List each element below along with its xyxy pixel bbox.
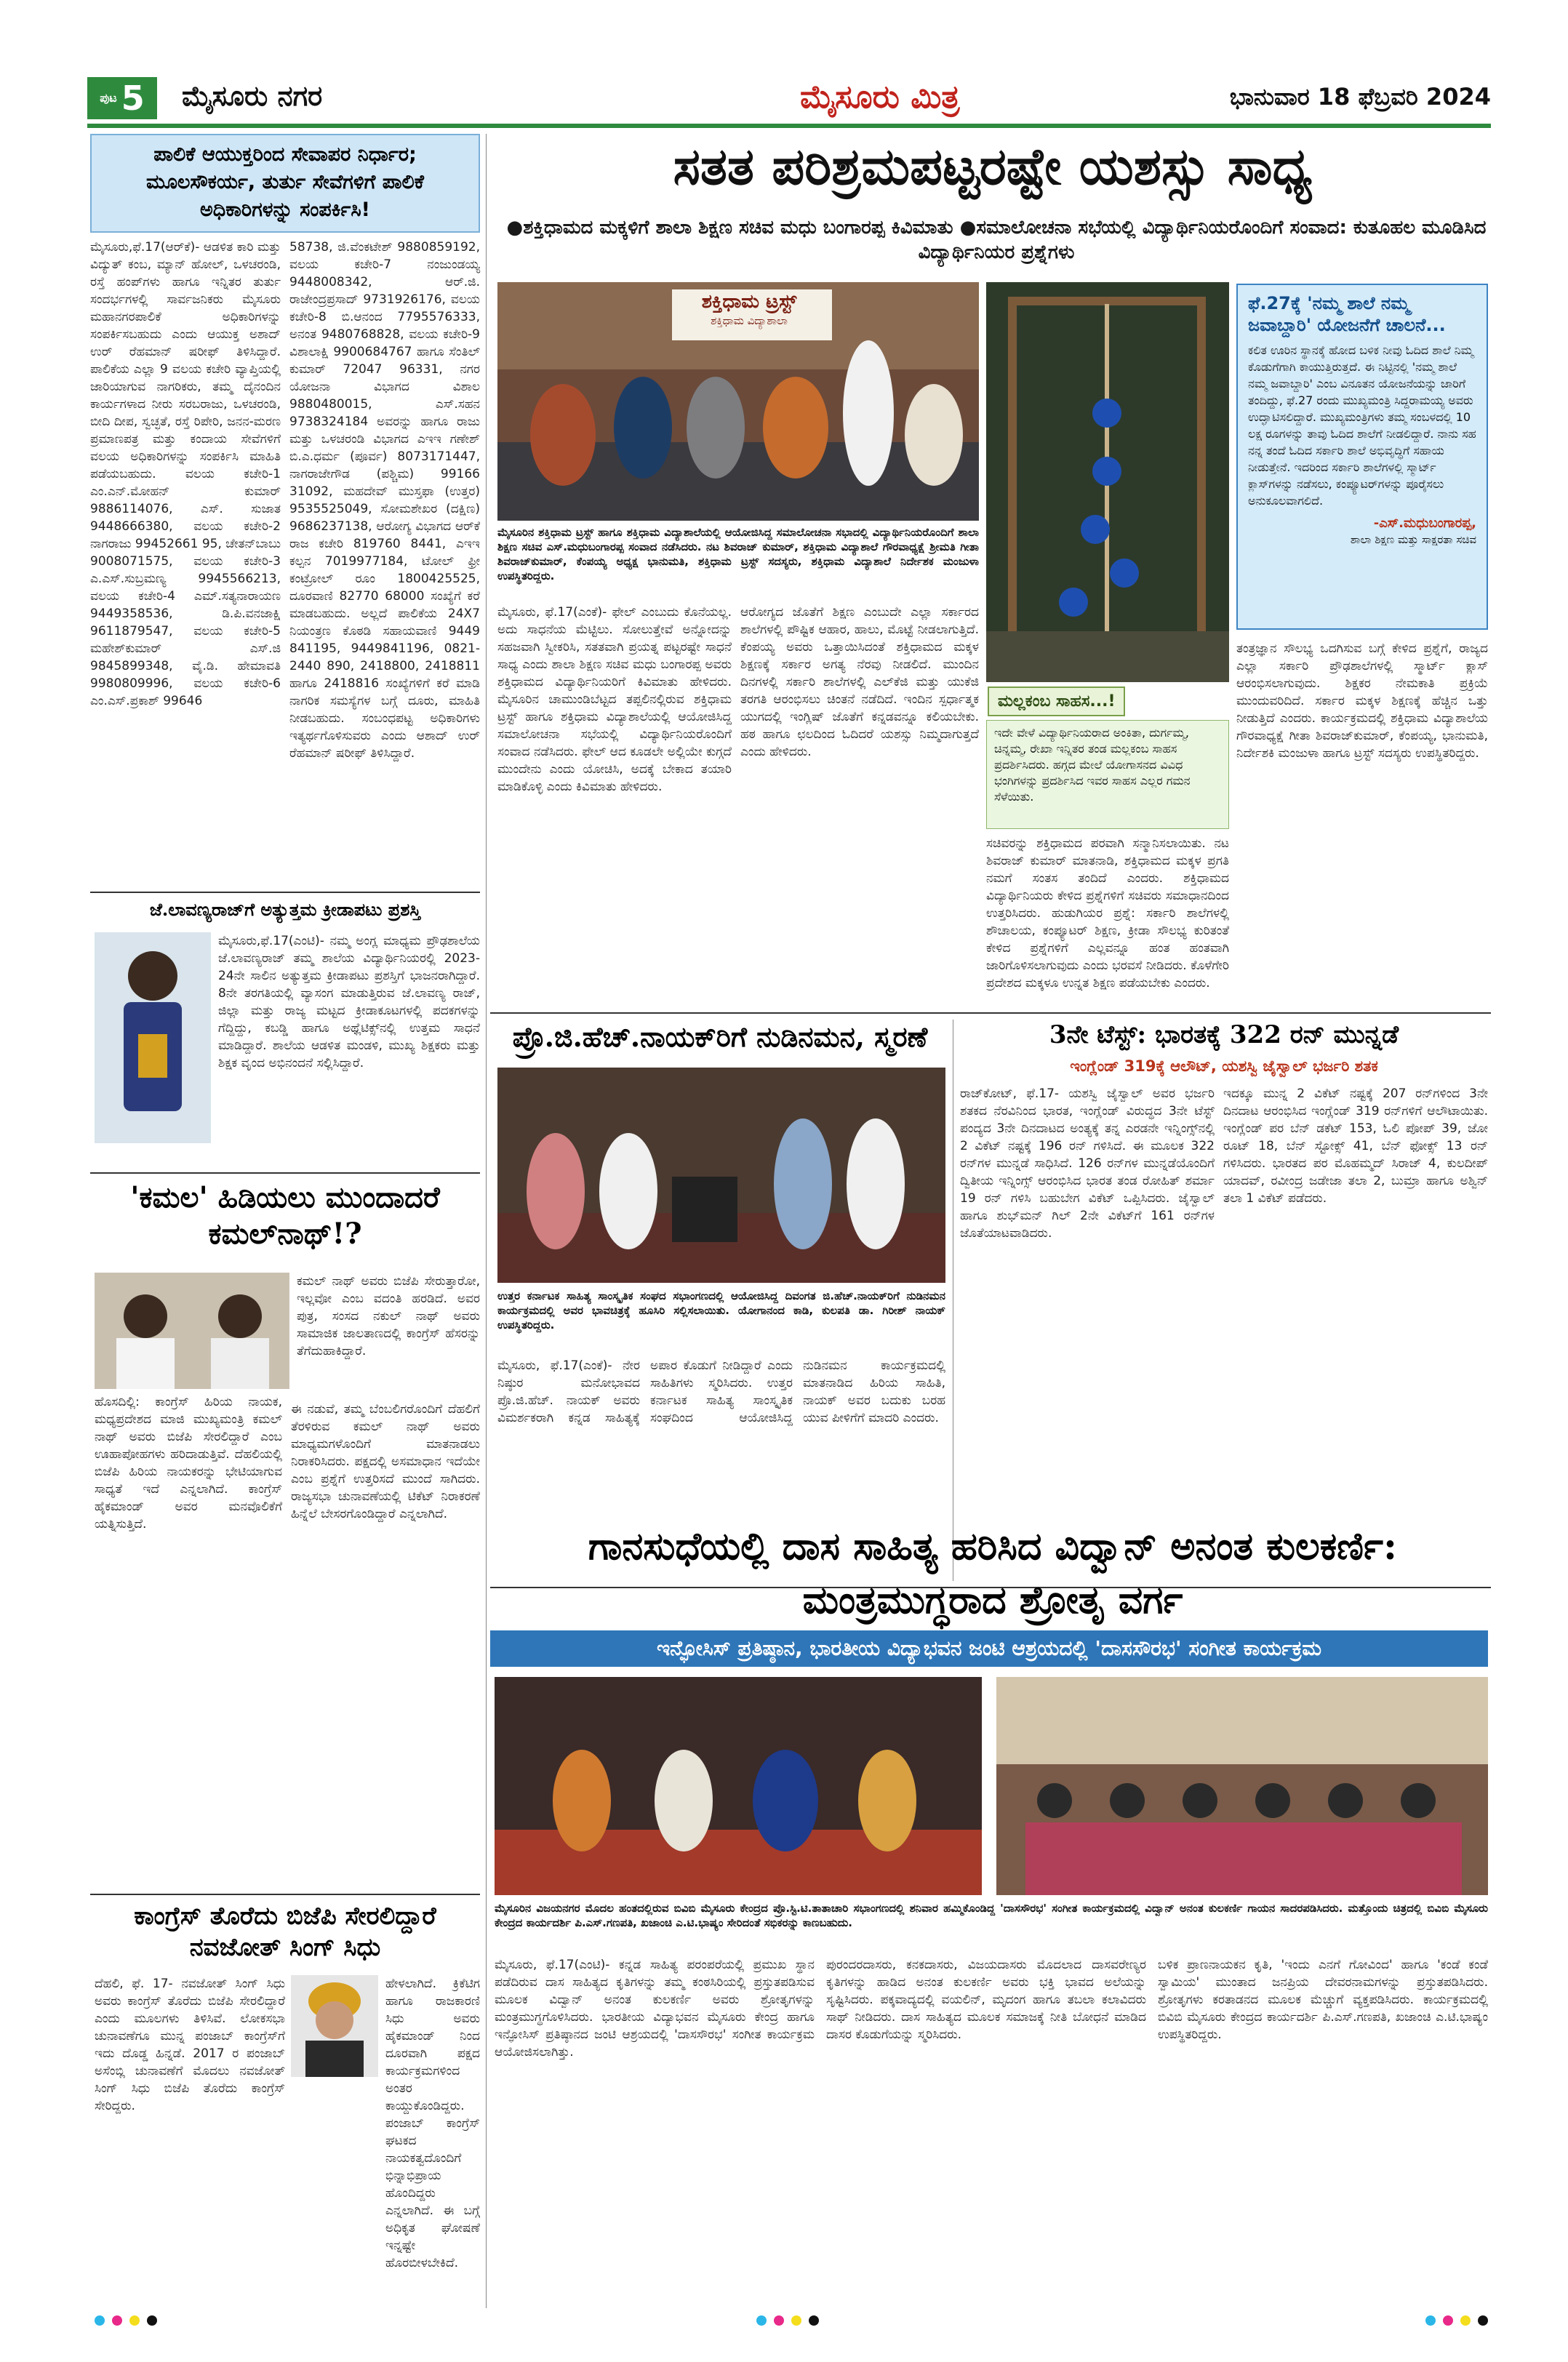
dasa-audience-photo [996, 1677, 1488, 1895]
kamal-headline: 'ಕಮಲ' ಹಿಡಿಯಲು ಮುಂದಾದರೆ ಕಮಲ್‌ನಾಥ್!? [130, 1180, 440, 1251]
dasa-body-col1: ಮೈಸೂರು, ಫೆ.17(ಎಂಟಿ)- ಕನ್ನಡ ಸಾಹಿತ್ಯ ಪರಂಪರೆಯಲ್ಲಿ ಪ್ರಮುಖ ಸ್ಥಾನ ಪಡೆದಿರುವ ದಾಸ ಸಾಹಿತ್ಯದ ಕೃತಿಗಳನ್ನು ತಮ್ಮ ಕಂಠಸಿರಿಯಲ್ಲಿ ಪ್ರಸ್ತುತಪಡಿಸುವ ಮೂಲಕ ವಿದ್ವಾನ್ ಅನಂತ ಕುಲಕರ್ಣಿ ಅವರು ಶ್ರೋತೃಗಳನ್ನು ಮಂತ್ರಮುಗ್ಧಗೊಳಿಸಿದರು. ಭಾರತೀಯ ವಿದ್ಯಾಭವನ ಮೈಸೂರು ಕೇಂದ್ರ ಹಾಗೂ ಇನ್ಫೋಸಿಸ್ ಪ್ರತಿಷ್ಠಾನದ ಜಂಟಿ ಆಶ್ರಯದಲ್ಲಿ 'ದಾಸಸೌರಭ' ಸಂಗೀತ ಕಾರ್ಯಕ್ರಮ ಆಯೋಜಿಸಲಾಗಿತ್ತು. [495, 1958, 815, 2059]
divider [90, 892, 480, 893]
masthead-rule [87, 124, 1491, 128]
mallakamba-photo [986, 282, 1229, 682]
registration-dot-cyan [95, 2315, 105, 2326]
main-subhead: ●ಶಕ್ತಿಧಾಮದ ಮಕ್ಕಳಿಗೆ ಶಾಲಾ ಶಿಕ್ಷಣ ಸಚಿವ ಮಧು ಬಂಗಾರಪ್ಪ ಕಿವಿಮಾತು ●ಸಮಾಲೋಚನಾ ಸಭೆಯಲ್ಲಿ ವಿದ್ಯಾರ್ಥಿನಿಯರೊಂದಿಗೆ ಸಂವಾದ: ಕುತೂಹಲ ಮೂಡಿಸಿದ ವಿದ್ಯಾರ್ಥಿನಿಯರ ಪ್ರಶ್ನೆಗಳು [506, 217, 1487, 263]
mallakamba-text: ಇದೇ ವೇಳೆ ವಿದ್ಯಾರ್ಥಿನಿಯರಾದ ಅಂಕಿತಾ, ದುರ್ಗಮ್ಮ, ಚಿನ್ನಮ್ಮ, ರೇಖಾ ಇನ್ನಿತರ ತಂಡ ಮಲ್ಲಕಂಬ ಸಾಹಸ ಪ್ರದರ್ಶಿಸಿದರು. ಹಗ್ಗದ ಮೇಲೆ ಯೋಗಾಸನದ ವಿವಿಧ ಭಂಗಿಗಳನ್ನು ಪ್ರದರ್ಶಿಸಿದ ಇವರ ಸಾಹಸ ಎಲ್ಲರ ಗಮನ ಸೆಳೆಯಿತು. [986, 720, 1229, 829]
naik-caption: ಉತ್ತರ ಕರ್ನಾಟಕ ಸಾಹಿತ್ಯ ಸಾಂಸ್ಕೃತಿಕ ಸಂಘದ ಸಭಾಂಗಣದಲ್ಲಿ ಆಯೋಜಿಸಿದ್ದ ದಿವಂಗತ ಜಿ.ಹೆಚ್.ನಾಯಕ್‌ರಿಗೆ ನುಡಿನಮನ ಕಾರ್ಯಕ್ರಮದಲ್ಲಿ ಅವರ ಭಾವಚಿತ್ರಕ್ಕೆ ಹೂಸಿರಿ ಸಲ್ಲಿಸಲಾಯಿತು. ಯೋಗಾನಂದ ಕಾಡಿ, ಕುಲಪತಿ ಡಾ. ಗಿರೀಶ್ ನಾಯಕ್ ಉಪಸ್ಥಿತರಿದ್ದರು. [497, 1289, 945, 1332]
registration-dot-black [147, 2315, 157, 2326]
sidebar-signature-title: ಶಾಲಾ ಶಿಕ್ಷಣ ಮತ್ತು ಸಾಕ್ಷರತಾ ಸಚಿವ [1350, 533, 1476, 546]
registration-dot-yellow [791, 2315, 801, 2326]
kamal-body-col1: ಕಮಲ್ ನಾಥ್ ಅವರು ಬಿಜೆಪಿ ಸೇರುತ್ತಾರೋ, ಇಲ್ಲವೋ ಎಂಬ ವದಂತಿ ಹರಡಿದೆ. ಅವರ ಪುತ್ರ, ಸಂಸದ ನಕುಲ್ ನಾಥ್ ಅವರು ಸಾಮಾಜಿಕ ಜಾಲತಾಣದಲ್ಲಿ ಕಾಂಗ್ರೆಸ್ ಹೆಸರನ್ನು ತೆಗೆದುಹಾಕಿದ್ದಾರೆ. [297, 1274, 480, 1358]
main-body-col1: ಮೈಸೂರು, ಫೆ.17(ಎಂಕೆ)- ಫೇಲ್ ಎಂಬುದು ಕೊನೆಯಲ್ಲ. ಅದು ಸಾಧನೆಯ ಮೆಟ್ಟಿಲು. ಸೋಲುತ್ತೇವೆ ಅನ್ನೋದನ್ನು ಸಹಜವಾಗಿ ಸ್ವೀಕರಿಸಿ, ಸತತವಾಗಿ ಪ್ರಯತ್ನ ಪಟ್ಟರಷ್ಟೇ ಸಾಧನೆ ಸಾಧ್ಯ ಎಂದು ಶಾಲಾ ಶಿಕ್ಷಣ ಸಚಿವ ಮಧು ಬಂಗಾರಪ್ಪ ಅವರು ಶಕ್ತಿಧಾಮದ ವಿದ್ಯಾರ್ಥಿನಿಯರಿಗೆ ಕಿವಿಮಾತು ಹೇಳಿದರು. ಮೈಸೂರಿನ ಚಾಮುಂಡಿಬೆಟ್ಟದ ತಪ್ಪಲಿನಲ್ಲಿರುವ ಶಕ್ತಿಧಾಮ ಟ್ರಸ್ಟ್ ಹಾಗೂ ಶಕ್ತಿಧಾಮ ವಿದ್ಯಾಶಾಲೆಯಲ್ಲಿ ಆಯೋಜಿಸಿದ್ದ ಸಮಾಲೋಚನಾ ಸಭೆಯಲ್ಲಿ ವಿದ್ಯಾರ್ಥಿನಿಯರೊಂದಿಗೆ ಸಂವಾದ ನಡೆಸಿದರು. ಫೇಲ್ ಆದ ಕೂಡಲೇ ಅಲ್ಲಿಯೇ ಕುಗ್ಗದೆ ಮುಂದೇನು ಎಂದು ಯೋಚಿಸಿ, ಅದಕ್ಕೆ ಬೇಕಾದ ತಯಾರಿ ಮಾಡಿಕೊಳ್ಳಿ ಎಂದು ಕಿವಿಮಾತು ಹೇಳಿದರು. [497, 605, 732, 794]
sidebar-signature: -ಎಸ್.ಮಧುಬಂಗಾರಪ್ಪ, [1373, 516, 1476, 531]
test-subhead: ಇಂಗ್ಲೆಂಡ್ 319ಕ್ಕೆ ಆಲೌಟ್, ಯಶಸ್ವಿ ಜೈಸ್ವಾಲ್ ಭರ್ಜರಿ ಶತಕ [1070, 1057, 1378, 1075]
test-headline: 3ನೇ ಟೆಸ್ಟ್: ಭಾರತಕ್ಕೆ 322 ರನ್ ಮುನ್ನಡೆ [1049, 1020, 1399, 1049]
test-body-col2: ಇದಕ್ಕೂ ಮುನ್ನ 2 ವಿಕೆಟ್ ನಷ್ಟಕ್ಕೆ 207 ರನ್‌ಗಳಿಂದ 3ನೇ ದಿನದಾಟ ಆರಂಭಿಸಿದ ಇಂಗ್ಲೆಂಡ್ 319 ರನ್‌ಗಳಿಗೆ ಆಲೌಟಾಯಿತು. ಇಂಗ್ಲೆಂಡ್ ಪರ ಬೆನ್ ಡಕೆಟ್ 153, ಓಲಿ ಪೋಪ್ 39, ಜೋ ರೂಟ್ 18, ಬೆನ್ ಸ್ಟೋಕ್ಸ್ 41, ಬೆನ್ ಫೋಕ್ಸ್ 13 ರನ್ ಗಳಿಸಿದರು. ಭಾರತದ ಪರ ಮೊಹಮ್ಮದ್ ಸಿರಾಜ್ 4, ಕುಲದೀಪ್ ಯಾದವ್, ರವೀಂದ್ರ ಜಡೇಜಾ ತಲಾ 2, ಬುಮ್ರಾ ಹಾಗೂ ಅಶ್ವಿನ್ ತಲಾ 1 ವಿಕೆಟ್ ಪಡೆದರು. [1223, 1086, 1488, 1206]
lavanya-headline: ಜೆ.ಲಾವಣ್ಯರಾಜ್‌ಗೆ ಅತ್ಯುತ್ತಮ ಕ್ರೀಡಾಪಟು ಪ್ರಶಸ್ತಿ [149, 899, 421, 920]
section-name: ಮೈಸೂರು ನಗರ [182, 80, 323, 112]
registration-dot-magenta [774, 2315, 784, 2326]
registration-dot-yellow [1460, 2315, 1471, 2326]
sidhu-body-col2a: ಹೇಳಲಾಗಿದೆ. ಕ್ರಿಕೆಟಿಗ ಹಾಗೂ ರಾಜಕಾರಣಿ ಸಿಧು ಅವರು ಹೈಕಮಾಂಡ್ ನಿಂದ ದೂರವಾಗಿ ಪಕ್ಷದ ಕಾರ್ಯಕ್ರಮಗಳಿಂದ ಅಂತರ ಕಾಯ್ದುಕೊಂಡಿದ್ದರು. ಪಂಜಾಬ್ ಕಾಂಗ್ರೆಸ್ ಘಟಕದ ನಾಯಕತ್ವದೊಂದಿಗೆ ಭಿನ್ನಾಭಿಪ್ರಾಯ ಹೊಂದಿದ್ದರು ಎನ್ನಲಾಗಿದೆ. ಈ ಬಗ್ಗೆ ಅಧಿಕೃತ ಘೋಷಣೆ ಇನ್ನಷ್ಟೇ ಹೊರಬೀಳಬೇಕಿದೆ. [385, 1977, 480, 2270]
main-photo-caption: ಮೈಸೂರಿನ ಶಕ್ತಿಧಾಮ ಟ್ರಸ್ಟ್ ಹಾಗೂ ಶಕ್ತಿಧಾಮ ವಿದ್ಯಾಶಾಲೆಯಲ್ಲಿ ಆಯೋಜಿಸಿದ್ದ ಸಮಾಲೋಚನಾ ಸಭಾದಲ್ಲಿ ವಿದ್ಯಾರ್ಥಿನಿಯರೊಂದಿಗೆ ಶಾಲಾ ಶಿಕ್ಷಣ ಸಚಿವ ಎಸ್.ಮಧುಬಂಗಾರಪ್ಪ ಸಂವಾದ ನಡೆಸಿದರು. ನಟ ಶಿವರಾಜ್ ಕುಮಾರ್, ಶಕ್ತಿಧಾಮ ವಿದ್ಯಾಶಾಲೆ ಗೌರವಾಧ್ಯಕ್ಷೆ ಶ್ರೀಮತಿ ಗೀತಾ ಶಿವರಾಜ್‌ಕುಮಾರ್, ಕೆಂಪಯ್ಯ ಅಧ್ಯಕ್ಷ ಭಾನುಮತಿ, ಶಕ್ತಿಧಾಮ ಟ್ರಸ್ಟ್ ಸದಸ್ಯರು, ಶಕ್ತಿಧಾಮ ವಿದ್ಯಾಶಾಲೆ ನಿರ್ದೇಶಕ ಮಂಜುಳಾ ಉಪಸ್ಥಿತರಿದ್ದರು. [497, 526, 979, 583]
sidebar-body: ಕಲಿತ ಊರಿನ ಸ್ಥಾನಕ್ಕೆ ಹೋದ ಬಳಿಕ ನೀವು ಓದಿದ ಶಾಲೆ ನಿಮ್ಮ ಕೊಡುಗೆಗಾಗಿ ಕಾಯುತ್ತಿರುತ್ತದೆ. ಈ ನಿಟ್ಟಿನಲ್ಲಿ 'ನಮ್ಮ ಶಾಲೆ ನಮ್ಮ ಜವಾಬ್ದಾರಿ' ಎಂಬ ವಿನೂತನ ಯೋಜನೆಯನ್ನು ಜಾರಿಗೆ ತಂದಿದ್ದು, ಫೆ.27 ರಂದು ಮುಖ್ಯಮಂತ್ರಿ ಸಿದ್ದರಾಮಯ್ಯ ಅವರು ಉದ್ಘಾಟಿಸಲಿದ್ದಾರೆ. ಮುಖ್ಯಮಂತ್ರಿಗಳು ತಮ್ಮ ಸಂಬಳದಲ್ಲಿ 10 ಲಕ್ಷ ರೂಗಳನ್ನು ತಾವು ಓದಿದ ಶಾಲೆಗೆ ನೀಡಲಿದ್ದಾರೆ. ನಾನು ಸಹ ನನ್ನ ತಂದೆ ಓದಿದ ಸರ್ಕಾರಿ ಶಾಲೆ ಅಭಿವೃದ್ಧಿಗೆ ಸಹಾಯ ನೀಡುತ್ತೇನೆ. ಇದರಿಂದ ಸರ್ಕಾರಿ ಶಾಲೆಗಳಲ್ಲಿ ಸ್ಮಾರ್ಟ್ ಕ್ಲಾಸ್‌ಗಳನ್ನು ನಡೆಸಲು, ಕಂಪ್ಯೂಟರ್‌ಗಳನ್ನು ಪೂರೈಸಲು ಅನುಕೂಲವಾಗಲಿದೆ. [1248, 343, 1476, 508]
lavanya-photo [95, 932, 211, 1143]
registration-marks-left [95, 2315, 157, 2326]
lavanya-body: ಮೈಸೂರು,ಫೆ.17(ಎಂಟಿ)- ನಮ್ಮ ಅಂಗ್ಲ ಮಾಧ್ಯಮ ಪ್ರೌಢಶಾಲೆಯ ಜೆ.ಲಾವಣ್ಯರಾಜ್ ತಮ್ಮ ಶಾಲೆಯ ವಿದ್ಯಾರ್ಥಿನಿಯರಲ್ಲಿ 2023-24ನೇ ಸಾಲಿನ ಅತ್ಯುತ್ತಮ ಕ್ರೀಡಾಪಟು ಪ್ರಶಸ್ತಿಗೆ ಭಾಜನರಾಗಿದ್ದಾರೆ. 8ನೇ ತರಗತಿಯಲ್ಲಿ ವ್ಯಾಸಂಗ ಮಾಡುತ್ತಿರುವ ಜೆ.ಲಾವಣ್ಯ ರಾಜ್, ಜಿಲ್ಲಾ ಮತ್ತು ರಾಜ್ಯ ಮಟ್ಟದ ಕ್ರೀಡಾಕೂಟಗಳಲ್ಲಿ ಪದಕಗಳನ್ನು ಗೆದ್ದಿದ್ದು, ಕಬಡ್ಡಿ ಹಾಗೂ ಅಥ್ಲೆಟಿಕ್ಸ್‌ನಲ್ಲಿ ಉತ್ತಮ ಸಾಧನೆ ಮಾಡಿದ್ದಾರೆ. ಶಾಲೆಯ ಆಡಳಿತ ಮಂಡಳಿ, ಮುಖ್ಯ ಶಿಕ್ಷಕರು ಮತ್ತು ಶಿಕ್ಷಕ ವೃಂದ ಅಭಿನಂದನೆ ಸಲ್ಲಿಸಿದ್ದಾರೆ. [218, 934, 480, 1070]
sidhu-headline: ಕಾಂಗ್ರೆಸ್ ತೊರೆದು ಬಿಜೆಪಿ ಸೇರಲಿದ್ದಾರೆ ನವಜೋತ್ ಸಿಂಗ್ ಸಿಧು [134, 1902, 436, 1962]
issue-date: ಭಾನುವಾರ 18 ಫೆಬ್ರವರಿ 2024 [1229, 83, 1491, 111]
notice-body-col1: ಮೈಸೂರು,ಫೆ.17(ಆರ್‌ಕೆ)- ಆಡಳಿತ ಕಾರಿ ಮತ್ತು ವಿದ್ಯುತ್ ಕಂಬ, ಮ್ಯಾನ್ ಹೋಲ್, ಒಳಚರಂಡಿ, ರಸ್ತೆ ಹಂಪ್‌ಗಳು ಹಾಗೂ ಇನ್ನಿತರ ತುರ್ತು ಸಂದರ್ಭಗಳಲ್ಲಿ ಸಾರ್ವಜನಿಕರು ಮೈಸೂರು ಮಹಾನಗರಪಾಲಿಕೆ ಅಧಿಕಾರಿಗಳನ್ನು ಸಂಪರ್ಕಿಸಬಹುದು ಎಂದು ಆಯುಕ್ತ ಅಶಾದ್ ಉರ್ ರೆಹಮಾನ್ ಷರೀಫ್ ತಿಳಿಸಿದ್ದಾರೆ. ಪಾಲಿಕೆಯ ಎಲ್ಲಾ 9 ವಲಯ ಕಚೇರಿ ವ್ಯಾಪ್ತಿಯಲ್ಲಿ ಜಾರಿಯಾಗುವ ನಾಗರಿಕರು, ತಮ್ಮ ದೈನಂದಿನ ಕಾರ್ಯಗಳಾದ ನೀರು ಸರಬರಾಜು, ಒಳಚರಂಡಿ, ಬೀದಿ ದೀಪ, ಸ್ವಚ್ಛತೆ, ರಸ್ತೆ ರಿಪೇರಿ, ಜನನ-ಮರಣ ಪ್ರಮಾಣಪತ್ರ ಮತ್ತು ಕಂದಾಯ ಸೇವೆಗಳಿಗೆ ವಲಯ ಅಧಿಕಾರಿಗಳನ್ನು ಸಂಪರ್ಕಿಸಿ ಮಾಹಿತಿ ಪಡೆಯಬಹುದು. ವಲಯ ಕಚೇರಿ-1 ಎಂ.ಎನ್.ಮೋಹನ್ ಕುಮಾರ್ 9886114076, ಎಸ್. ಸುಜಾತ 9448666380, ವಲಯ ಕಚೇರಿ-2 ನಾಗರಾಜು 99452661 95, ಚೇತನ್‌ಬಾಬು 9008071575, ವಲಯ ಕಚೇರಿ-3 ಎ.ಎಸ್.ಸುಬ್ರಮಣ್ಯ 9945566213, ವಲಯ ಕಚೇರಿ-4 ಎಮ್.ಸತ್ಯನಾರಾಯಣ 9449358536, ಡಿ.ಪಿ.ವನಜಾಕ್ಷಿ 9611879547, ವಲಯ ಕಚೇರಿ-5 ಮಹೇಶ್‌ಕುಮಾರ್ ಎಸ್.ಜಿ 9845899348, ವೈ.ಡಿ. ಹೇಮಾವತಿ 9980809996, ವಲಯ ಕಚೇರಿ-6 ಎಂ.ಎಸ್.ಪ್ರಕಾಶ್ 99646 [90, 240, 281, 708]
dasa-headline: ಗಾನಸುಧೆಯಲ್ಲಿ ದಾಸ ಸಾಹಿತ್ಯ ಹರಿಸಿದ ವಿದ್ವಾನ್ ಅನಂತ ಕುಲಕರ್ಣಿ: ಮಂತ್ರಮುಗ್ಧರಾದ ಶ್ರೋತೃ ವರ್ಗ [588, 1524, 1398, 1622]
notice-headline-box [90, 134, 480, 233]
sidhu-body-col1: ದೆಹಲಿ, ಫೆ. 17- ನವಜೋತ್ ಸಿಂಗ್ ಸಿಧು ಅವರು ಕಾಂಗ್ರೆಸ್ ತೊರೆದು ಬಿಜೆಪಿ ಸೇರಲಿದ್ದಾರೆ ಎಂದು ಮೂಲಗಳು ತಿಳಿಸಿವೆ. ಲೋಕಸಭಾ ಚುನಾವಣೆಗೂ ಮುನ್ನ ಪಂಜಾಬ್ ಕಾಂಗ್ರೆಸ್‌ಗೆ ಇದು ದೊಡ್ಡ ಹಿನ್ನಡೆ. 2017 ರ ಪಂಜಾಬ್ ಅಸೆಂಬ್ಲಿ ಚುನಾವಣೆಗೆ ಮೊದಲು ನವಜೋತ್ ಸಿಂಗ್ ಸಿಧು ಬಿಜೆಪಿ ತೊರೆದು ಕಾಂಗ್ರೆಸ್ ಸೇರಿದ್ದರು. [95, 1977, 285, 2113]
mallakamba-label: ಮಲ್ಲಕಂಬ ಸಾಹಸ...! [988, 686, 1125, 716]
kamal-body-col3: ಈ ನಡುವೆ, ತಮ್ಮ ಬೆಂಬಲಿಗರೊಂದಿಗೆ ದೆಹಲಿಗೆ ತೆರಳಿರುವ ಕಮಲ್ ನಾಥ್ ಅವರು ಮಾಧ್ಯಮಗಳೊಂದಿಗೆ ಮಾತನಾಡಲು ನಿರಾಕರಿಸಿದರು. ಪಕ್ಷದಲ್ಲಿ ಅಸಮಾಧಾನ ಇದೆಯೇ ಎಂಬ ಪ್ರಶ್ನೆಗೆ ಉತ್ತರಿಸದೆ ಮುಂದೆ ಸಾಗಿದರು. ರಾಜ್ಯಸಭಾ ಚುನಾವಣೆಯಲ್ಲಿ ಟಿಕೆಟ್ ನಿರಾಕರಣೆ ಹಿನ್ನೆಲೆ ಬೇಸರಗೊಂಡಿದ್ದಾರೆ ಎನ್ನಲಾಗಿದೆ. [291, 1402, 480, 1521]
dasa-body-col2: ಪುರಂದರದಾಸರು, ಕನಕದಾಸರು, ವಿಜಯದಾಸರು ಮೊದಲಾದ ದಾಸವರೇಣ್ಯರ ಕೃತಿಗಳನ್ನು ಹಾಡಿದ ಅನಂತ ಕುಲಕರ್ಣಿ ಅವರು ಭಕ್ತಿ ಭಾವದ ಅಲೆಯನ್ನು ಸೃಷ್ಟಿಸಿದರು. ಪಕ್ಕವಾದ್ಯದಲ್ಲಿ ವಯಲಿನ್, ಮೃದಂಗ ಹಾಗೂ ತಬಲಾ ಕಲಾವಿದರು ಸಾಥ್ ನೀಡಿದರು. ದಾಸ ಸಾಹಿತ್ಯದ ಮೂಲಕ ಸಮಾಜಕ್ಕೆ ನೀತಿ ಬೋಧನೆ ಮಾಡಿದ ದಾಸರ ಕೊಡುಗೆಯನ್ನು ಸ್ಮರಿಸಿದರು. [826, 1958, 1146, 2042]
dasa-caption: ಮೈಸೂರಿನ ವಿಜಯನಗರ ಮೊದಲ ಹಂತದಲ್ಲಿರುವ ಬಿವಿಬಿ ಮೈಸೂರು ಕೇಂದ್ರದ ಪ್ರೊ.ಸ್ಟಿ.ಟಿ.ತಾತಾಚಾರಿ ಸಭಾಂಗಣದಲ್ಲಿ ಶನಿವಾರ ಹಮ್ಮಿಕೊಂಡಿದ್ದ 'ದಾಸಸೌರಭ' ಸಂಗೀತ ಕಾರ್ಯಕ್ರಮದಲ್ಲಿ ವಿದ್ವಾನ್ ಅನಂತ ಕುಲಕರ್ಣಿ ಗಾಯನ ಸಾದರಪಡಿಸಿದರು. ಮತ್ತೊಂದು ಚಿತ್ರದಲ್ಲಿ ಬಿವಿಬಿ ಮೈಸೂರು ಕೇಂದ್ರದ ಕಾರ್ಯದರ್ಶಿ ಪಿ.ಎಸ್.ಗಣಪತಿ, ಖಜಾಂಚಿ ಎ.ಟಿ.ಭಾಷ್ಯಂ ಸೇರಿದಂತೆ ಸಭಿಕರನ್ನು ಕಾಣಬಹುದು. [495, 1902, 1488, 1929]
dasa-stage-photo [495, 1677, 982, 1895]
divider [90, 1172, 480, 1174]
notice-body-col2: 58738, ಜಿ.ವೆಂಕಟೇಶ್ 9880859192, ವಲಯ ಕಚೇರಿ-7 ನಂಜುಂಡಯ್ಯ 9448008342, ಆರ್.ಜಿ. ರಾಜೇಂದ್ರಪ್ರಸಾದ್ 9731926176, ವಲಯ ಕಚೇರಿ-8 ಬಿ.ಆನಂದ 7795576333, ಅನಂತ 9480768828, ವಲಯ ಕಚೇರಿ-9 ವಿಶಾಲಾಕ್ಷಿ 9900684767 ಹಾಗೂ ಸೆಂತಿಲ್ ಕುಮಾರ್ 72047 96331, ನಗರ ಯೋಜನಾ ವಿಭಾಗದ ವಿಶಾಲ 9880480015, ಎಸ್.ಸಹನ 9738324184 ಅವರನ್ನು ಹಾಗೂ ರಾಜು ಮತ್ತು ಒಳಚರಂಡಿ ವಿಭಾಗದ ಎಇಇ ಗಣೇಶ್ ಬಿ.ಎ.ಧರ್ಮ (ಪೂರ್ವ) 8073171447, ನಾಗರಾಜೇಗೌಡ (ಪಶ್ಚಿಮ) 99166 31092, ಮಹದೇವ್ ಮುಸ್ತಫಾ (ಉತ್ತರ) 9535525049, ಸೋಮಶೇಖರ (ದಕ್ಷಿಣ) 9686237138, ಆರೋಗ್ಯ ವಿಭಾಗದ ಆರ್‌ಕೆ ರಾಜ ಕಚೇರಿ 819760 8441, ಎಇಇ ಕಲ್ಪನ 7019977184, ಟೋಲ್ ಫ್ರೀ ಕಂಟ್ರೋಲ್ ರೂಂ 1800425525, ದೂರವಾಣಿ 82770 68000 ಸಂಖ್ಯೆಗೆ ಕರೆ ಮಾಡಬಹುದು. ಅಲ್ಲದೆ ಪಾಲಿಕೆಯ 24X7 ನಿಯಂತ್ರಣ ಕೊಠಡಿ ಸಹಾಯವಾಣಿ 9449 841195, 9449841196, 0821-2440 890, 2418800, 2418811 ಹಾಗೂ 2418816 ಸಂಖ್ಯೆಗಳಿಗೆ ಕರೆ ಮಾಡಿ ನಾಗರಿಕ ಸಮಸ್ಯೆಗಳ ಬಗ್ಗೆ ದೂರು, ಮಾಹಿತಿ ನೀಡಬಹುದು. ಸಂಬಂಧಪಟ್ಟ ಅಧಿಕಾರಿಗಳು ಇತ್ಯರ್ಥಗೊಳಿಸುವರು ಎಂದು ಆಶಾದ್ ಉರ್ ರೆಹಮಾನ್ ಷರೀಫ್ ತಿಳಿಸಿದ್ದಾರೆ. [289, 240, 480, 761]
notice-headline: ಪಾಲಿಕೆ ಆಯುಕ್ತರಿಂದ ಸೇವಾಪರ ನಿರ್ಧಾರ; ಮೂಲಸೌಕರ್ಯ, ತುರ್ತು ಸೇವೆಗಳಿಗೆ ಪಾಲಿಕೆ ಅಧಿಕಾರಿಗಳನ್ನು ಸಂಪರ್ಕಿಸಿ! [146, 143, 424, 221]
photo-banner-text: ಶಕ್ತಿಧಾಮ ಟ್ರಸ್ಟ್ [701, 291, 797, 313]
registration-marks-right [1425, 2315, 1488, 2326]
page-badge [87, 77, 157, 119]
registration-dot-yellow [129, 2315, 140, 2326]
page-label: ಪುಟ [100, 91, 117, 105]
naik-headline: ಪ್ರೊ.ಜಿ.ಹೆಚ್.ನಾಯಕ್‌ರಿಗೆ ನುಡಿನಮನ, ಸ್ಮರಣೆ [512, 1020, 928, 1053]
kamal-photo [95, 1273, 289, 1389]
registration-dot-black [1478, 2315, 1488, 2326]
divider [490, 1012, 1491, 1014]
registration-dot-cyan [1425, 2315, 1436, 2326]
page-number: 5 [121, 79, 145, 118]
dasa-body-col3: ಬಳಿಕ ಪ್ರಾಣನಾಯಕನ ಕೃತಿ, 'ಇಂದು ಎನಗೆ ಗೋವಿಂದ' ಹಾಗೂ 'ಕಂಡೆ ಕಂಡೆ ಸ್ವಾಮಿಯ' ಮುಂತಾದ ಜನಪ್ರಿಯ ದೇವರನಾಮಗಳನ್ನು ಪ್ರಸ್ತುತಪಡಿಸಿದರು. ಶ್ರೋತೃಗಳು ಕರತಾಡನದ ಮೂಲಕ ಮೆಚ್ಚುಗೆ ವ್ಯಕ್ತಪಡಿಸಿದರು. ಕಾರ್ಯಕ್ರಮದಲ್ಲಿ ಬಿವಿಬಿ ಮೈಸೂರು ಕೇಂದ್ರದ ಕಾರ್ಯದರ್ಶಿ ಪಿ.ಎಸ್.ಗಣಪತಿ, ಖಜಾಂಚಿ ಎ.ಟಿ.ಭಾಷ್ಯಂ ಉಪಸ್ಥಿತರಿದ್ದರು. [1158, 1958, 1488, 2042]
test-body-col1: ರಾಜ್‌ಕೋಟ್, ಫೆ.17- ಯಶಸ್ವಿ ಜೈಸ್ವಾಲ್ ಅವರ ಭರ್ಜರಿ ಶತಕದ ನೆರವಿನಿಂದ ಭಾರತ, ಇಂಗ್ಲೆಂಡ್ ವಿರುದ್ಧದ 3ನೇ ಟೆಸ್ಟ್ ಪಂದ್ಯದ 3ನೇ ದಿನದಾಟದ ಅಂತ್ಯಕ್ಕೆ ತನ್ನ ಎರಡನೇ ಇನ್ನಿಂಗ್ಸ್‌ನಲ್ಲಿ 2 ವಿಕೆಟ್ ನಷ್ಟಕ್ಕೆ 196 ರನ್ ಗಳಿಸಿದೆ. ಈ ಮೂಲಕ 322 ರನ್‌ಗಳ ಮುನ್ನಡೆ ಸಾಧಿಸಿದೆ. 126 ರನ್‌ಗಳ ಮುನ್ನಡೆಯೊಂದಿಗೆ ದ್ವಿತೀಯ ಇನ್ನಿಂಗ್ಸ್ ಆರಂಭಿಸಿದ ಭಾರತ ತಂಡ ರೋಹಿತ್ ಶರ್ಮಾ 19 ರನ್ ಗಳಿಸಿ ಬಹುಬೇಗ ವಿಕೆಟ್ ಒಪ್ಪಿಸಿದರು. ಜೈಸ್ವಾಲ್ ಹಾಗೂ ಶುಭ್‌ಮನ್ ಗಿಲ್ 2ನೇ ವಿಕೆಟ್‌ಗೆ 161 ರನ್‌ಗಳ ಜೊತೆಯಾಟವಾಡಿದರು. [960, 1086, 1215, 1241]
naik-photo [497, 1068, 945, 1283]
naik-body: ಮೈಸೂರು, ಫೆ.17(ಎಂಕೆ)- ನೇರ ನಿಷ್ಠುರ ಮನೋಭಾವದ ಪ್ರೊ.ಜಿ.ಹೆಚ್. ನಾಯಕ್ ಅವರು ವಿಮರ್ಶಕರಾಗಿ ಕನ್ನಡ ಸಾಹಿತ್ಯಕ್ಕೆ ಅಪಾರ ಕೊಡುಗೆ ನೀಡಿದ್ದಾರೆ ಎಂದು ಸಾಹಿತಿಗಳು ಸ್ಮರಿಸಿದರು. ಉತ್ತರ ಕರ್ನಾಟಕ ಸಾಹಿತ್ಯ ಸಾಂಸ್ಕೃತಿಕ ಸಂಘದಿಂದ ಆಯೋಜಿಸಿದ್ದ ನುಡಿನಮನ ಕಾರ್ಯಕ್ರಮದಲ್ಲಿ ಮಾತನಾಡಿದ ಹಿರಿಯ ಸಾಹಿತಿ, ನಾಯಕ್ ಅವರ ಬದುಕು ಬರಹ ಯುವ ಪೀಳಿಗೆಗೆ ಮಾದರಿ ಎಂದರು. [497, 1358, 945, 1425]
kamal-body-col2: ಹೊಸದಿಲ್ಲಿ: ಕಾಂಗ್ರೆಸ್ ಹಿರಿಯ ನಾಯಕ, ಮಧ್ಯಪ್ರದೇಶದ ಮಾಜಿ ಮುಖ್ಯಮಂತ್ರಿ ಕಮಲ್ ನಾಥ್ ಅವರು ಬಿಜೆಪಿ ಸೇರಲಿದ್ದಾರೆ ಎಂಬ ಊಹಾಪೋಹಗಳು ಹರಿದಾಡುತ್ತಿವೆ. ದೆಹಲಿಯಲ್ಲಿ ಬಿಜೆಪಿ ಹಿರಿಯ ನಾಯಕರನ್ನು ಭೇಟಿಯಾಗುವ ಸಾಧ್ಯತೆ ಇದೆ ಎನ್ನಲಾಗಿದೆ. ಕಾಂಗ್ರೆಸ್ ಹೈಕಮಾಂಡ್ ಅವರ ಮನವೊಲಿಕೆಗೆ ಯತ್ನಿಸುತ್ತಿದೆ. [95, 1395, 282, 1532]
main-body-col2: ಆರೋಗ್ಯದ ಜೊತೆಗೆ ಶಿಕ್ಷಣ ಎಂಬುದೇ ಎಲ್ಲಾ ಸರ್ಕಾರದ ಶಾಲೆಗಳಲ್ಲಿ ಪೌಷ್ಟಿಕ ಆಹಾರ, ಹಾಲು, ಮೊಟ್ಟೆ ನೀಡಲಾಗುತ್ತಿದೆ. ಕೆಂಪಯ್ಯ ಅವರು ಒತ್ತಾಯಿಸಿದಂತೆ ಶಕ್ತಿಧಾಮದ ಮಕ್ಕಳ ಶಿಕ್ಷಣಕ್ಕೆ ಸರ್ಕಾರ ಅಗತ್ಯ ನೆರವು ನೀಡಲಿದೆ. ಮುಂದಿನ ದಿನಗಳಲ್ಲಿ ಸರ್ಕಾರಿ ಶಾಲೆಗಳಲ್ಲಿ ಎಲ್‌ಕೆಜಿ ಮತ್ತು ಯುಕೆಜಿ ತರಗತಿ ಆರಂಭಿಸಲು ಚಿಂತನೆ ನಡೆದಿದೆ. ಇಂದಿನ ಸ್ಪರ್ಧಾತ್ಮಕ ಯುಗದಲ್ಲಿ ಇಂಗ್ಲಿಷ್ ಜೊತೆಗೆ ಕನ್ನಡವನ್ನೂ ಕಲಿಯಬೇಕು. ಹಠ ಹಾಗೂ ಛಲದಿಂದ ಓದಿದರೆ ಯಶಸ್ಸು ನಿಮ್ಮದಾಗುತ್ತದೆ ಎಂದು ಹೇಳಿದರು. [740, 605, 979, 759]
registration-marks-center [756, 2315, 819, 2326]
sidhu-photo [291, 1975, 378, 2077]
main-headline: ಸತತ ಪರಿಶ್ರಮಪಟ್ಟರಷ್ಟೇ ಯಶಸ್ಸು ಸಾಧ್ಯ [673, 136, 1313, 196]
sidebar-box [1236, 284, 1488, 630]
main-body-col4: ತಂತ್ರಜ್ಞಾನ ಸೌಲಭ್ಯ ಒದಗಿಸುವ ಬಗ್ಗೆ ಕೇಳಿದ ಪ್ರಶ್ನೆಗೆ, ರಾಜ್ಯದ ಎಲ್ಲಾ ಸರ್ಕಾರಿ ಪ್ರೌಢಶಾಲೆಗಳಲ್ಲಿ ಸ್ಮಾರ್ಟ್ ಕ್ಲಾಸ್ ಆರಂಭಿಸಲಾಗುವುದು. ಶಿಕ್ಷಕರ ನೇಮಕಾತಿ ಪ್ರಕ್ರಿಯೆ ಮುಂದುವರಿದಿದೆ. ಸರ್ಕಾರ ಮಕ್ಕಳ ಶಿಕ್ಷಣಕ್ಕೆ ಹೆಚ್ಚಿನ ಒತ್ತು ನೀಡುತ್ತಿದೆ ಎಂದರು. ಕಾರ್ಯಕ್ರಮದಲ್ಲಿ ಶಕ್ತಿಧಾಮ ವಿದ್ಯಾಶಾಲೆಯ ಗೌರವಾಧ್ಯಕ್ಷೆ ಗೀತಾ ಶಿವರಾಜ್‌ಕುಮಾರ್, ಕೆಂಪಯ್ಯ, ಭಾನುಮತಿ, ನಿರ್ದೇಶಕಿ ಮಂಜುಳಾ ಹಾಗೂ ಟ್ರಸ್ಟ್ ಸದಸ್ಯರು ಉಪಸ್ಥಿತರಿದ್ದರು. [1236, 641, 1488, 761]
registration-dot-magenta [1443, 2315, 1453, 2326]
masthead [87, 77, 1491, 119]
main-body-col3: ಸಚಿವರನ್ನು ಶಕ್ತಿಧಾಮದ ಪರವಾಗಿ ಸನ್ಮಾನಿಸಲಾಯಿತು. ನಟ ಶಿವರಾಜ್ ಕುಮಾರ್ ಮಾತನಾಡಿ, ಶಕ್ತಿಧಾಮದ ಮಕ್ಕಳ ಪ್ರಗತಿ ನಮಗೆ ಸಂತಸ ತಂದಿದೆ ಎಂದರು. ಶಕ್ತಿಧಾಮದ ವಿದ್ಯಾರ್ಥಿನಿಯರು ಕೇಳಿದ ಪ್ರಶ್ನೆಗಳಿಗೆ ಸಚಿವರು ಸಮಾಧಾನದಿಂದ ಉತ್ತರಿಸಿದರು. ಹುಡುಗಿಯರ ಪ್ರಶ್ನೆ: ಸರ್ಕಾರಿ ಶಾಲೆಗಳಲ್ಲಿ ಶೌಚಾಲಯ, ಕಂಪ್ಯೂಟರ್ ಶಿಕ್ಷಣ, ಕ್ರೀಡಾ ಸೌಲಭ್ಯ ಕುರಿತಂತೆ ಕೇಳಿದ ಪ್ರಶ್ನೆಗಳಿಗೆ ಎಲ್ಲವನ್ನೂ ಹಂತ ಹಂತವಾಗಿ ಜಾರಿಗೊಳಿಸಲಾಗುವುದು ಎಂದು ಭರವಸೆ ನೀಡಿದರು. ಕೊಳೆಗೇರಿ ಪ್ರದೇಶದ ಮಕ್ಕಳೂ ಉನ್ನತ ಶಿಕ್ಷಣ ಪಡೆಯಬೇಕು ಎಂದರು. [986, 836, 1229, 990]
divider [486, 134, 487, 2308]
registration-dot-magenta [112, 2315, 122, 2326]
dasa-banner: ಇನ್ಫೋಸಿಸ್ ಪ್ರತಿಷ್ಠಾನ, ಭಾರತೀಯ ವಿದ್ಯಾಭವನ ಜಂಟಿ ಆಶ್ರಯದಲ್ಲಿ 'ದಾಸಸೌರಭ' ಸಂಗೀತ ಕಾರ್ಯಕ್ರಮ [490, 1630, 1488, 1667]
newspaper-logo: ಮೈಸೂರು ಮಿತ್ರ [800, 79, 960, 116]
registration-dot-cyan [756, 2315, 767, 2326]
sidebar-title: ಫೆ.27ಕ್ಕೆ 'ನಮ್ಮ ಶಾಲೆ ನಮ್ಮ ಜವಾಬ್ದಾರಿ' ಯೋಜನೆಗೆ ಚಾಲನೆ... [1248, 293, 1446, 335]
photo-banner-subtext: ಶಕ್ತಿಧಾಮ ವಿದ್ಯಾಶಾಲಾ [711, 314, 788, 327]
registration-dot-black [809, 2315, 819, 2326]
divider [90, 1894, 480, 1895]
